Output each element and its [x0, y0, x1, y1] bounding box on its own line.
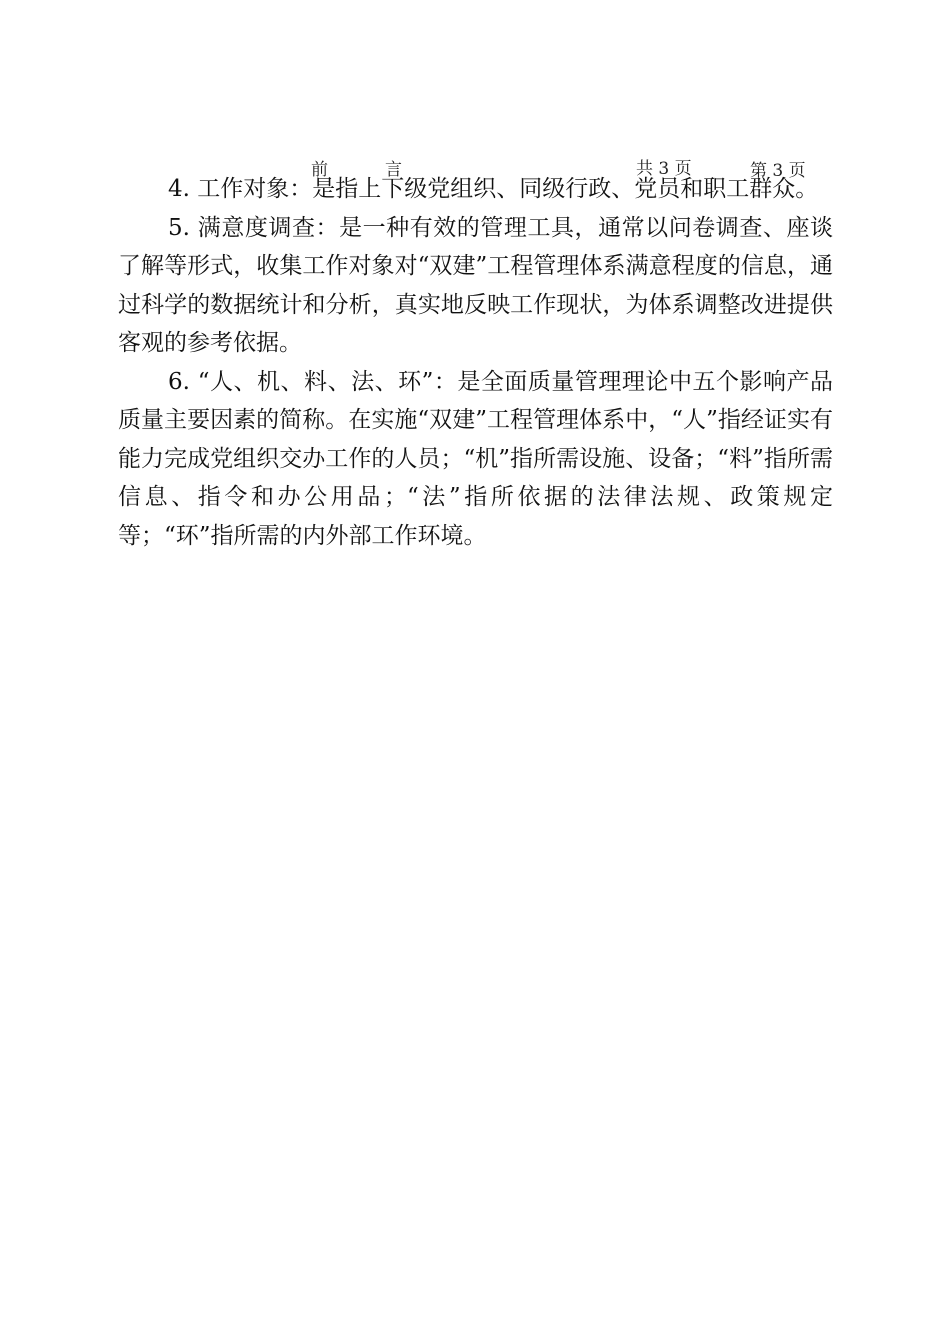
- total-pages-label: 共 3 页: [636, 159, 692, 179]
- header-title-char-1: 前: [311, 160, 328, 180]
- header-title-char-2: 言: [385, 160, 402, 180]
- paragraph-satisfaction-survey: 5. 满意度调查：是一种有效的管理工具，通常以问卷调查、座谈了解等形式，收集工作对象对“双建”工程管理体系满意程度的信息，通过科学的数据统计和分析，真实地反映工作现状，为体系调整改进提供客观的参考依据。: [118, 214, 833, 356]
- paragraph-five-factors: 6. “人、机、料、法、环”：是全面质量管理理论中五个影响产品质量主要因素的简称。在实施“双建”工程管理体系中，“人”指经证实有能力完成党组织交办工作的人员；“机”指所需设施、设备；“料”指所需信息、指令和办公用品；“法”指所依据的法律法规、政策规定等；“环”指所需的内外部工作环境。: [118, 368, 833, 549]
- current-page-label: 第 3 页: [750, 161, 806, 181]
- document-body: [118, 170, 833, 555]
- paragraph-work-target: 4. 工作对象：是指上下级党组织、同级行政、党员和职工群众。: [168, 176, 819, 202]
